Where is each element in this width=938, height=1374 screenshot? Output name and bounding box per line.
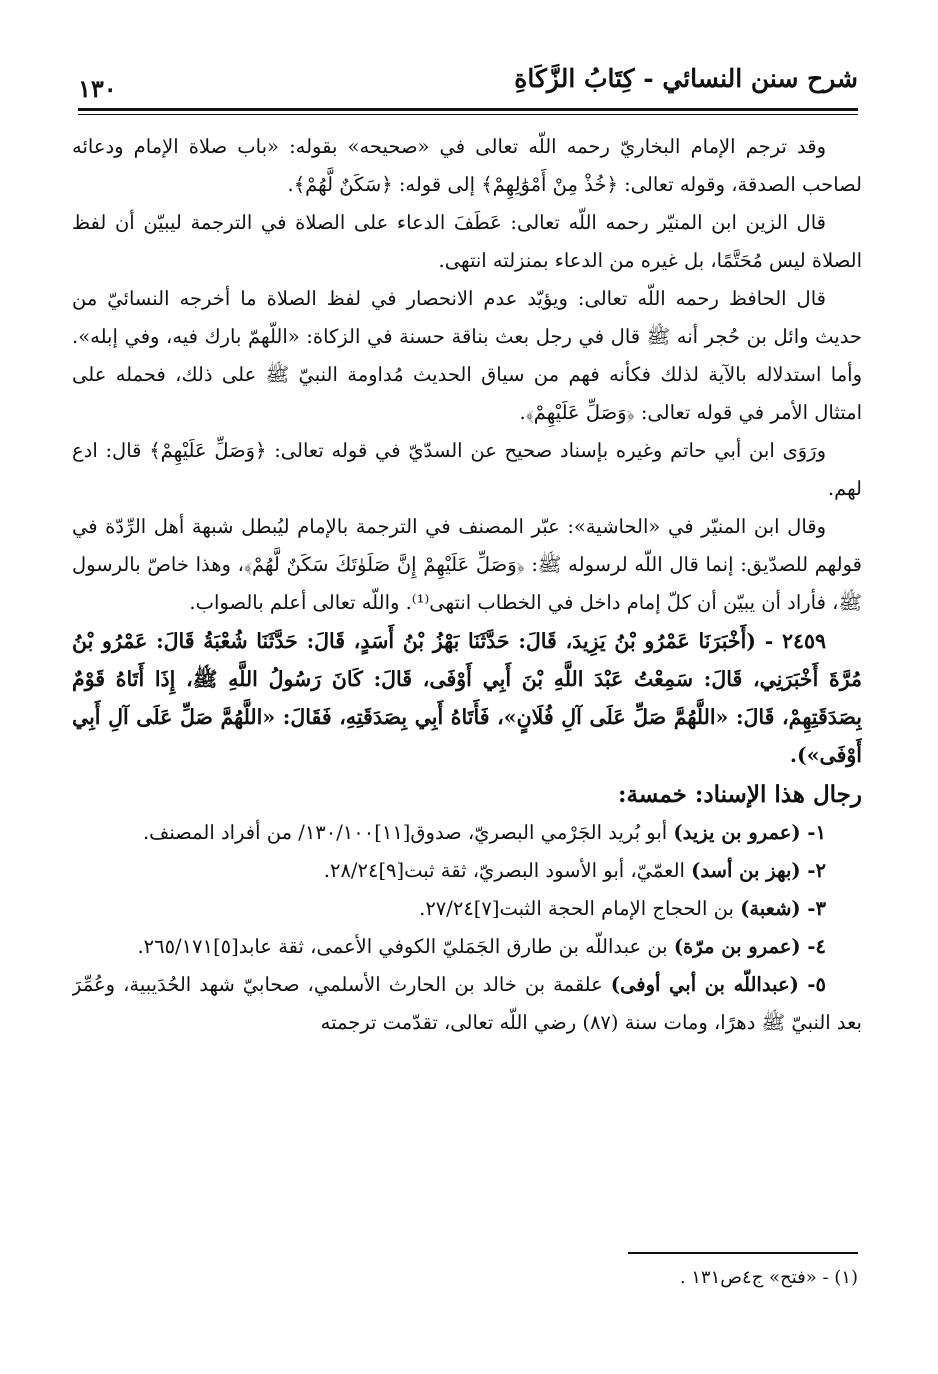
footnote-rule — [628, 1252, 858, 1254]
section-heading: رجال هذا الإسناد: خمسة: — [618, 781, 862, 808]
narrator-name: ٢- (بهز بن أسد) — [691, 859, 826, 882]
page-number: ١٣٠ — [78, 74, 117, 103]
narrator-entry — [72, 852, 862, 890]
narrator-text: العمّيّ، أبو الأسود البصريّ، ثقة ثبت[٩]٢٨/٢٤. — [323, 859, 692, 882]
paragraph: ورَوَى ابن أبي حاتم وغيره بإسناد صحيح عن السدّيّ في قوله تعالى: ﴿وَصَلِّ عَلَيْهِمْ﴾ قال: ادع لهم. — [72, 439, 862, 500]
paragraph: وقال ابن المنيّر في «الحاشية»: عبّر المصنف في الترجمة بالإمام ليُبطل شبهة أهل الرِّدّة في قولهم للصدّيق: إنما قال اللّه لرسوله ﷺ: ﴿وَصَلِّ عَلَيْهِمْ إِنَّ صَلَوٰتَكَ سَكَنٌ لَّهُمْ﴾، وهذا خاصّ بالرسول ﷺ، فأراد أن يبيّن أن كلّ إمام داخل في الخطاب انتهى⁽¹⁾. واللّه تعالى أعلم بالصواب. — [72, 515, 862, 614]
paragraph: وقد ترجم الإمام البخاريّ رحمه اللّه تعالى في «صحيحه» بقوله: «باب صلاة الإمام ودعائه لصاحب الصدقة، وقوله تعالى: ﴿خُذْ مِنْ أَمْوَٰلِهِمْ﴾ إلى قوله: ﴿سَكَنٌ لَّهُمْ﴾. — [72, 135, 862, 196]
header-rule — [78, 108, 858, 111]
narrator-text: علقمة بن خالد بن الحارث الأسلمي، صحابيّ شهد الحُدَيبية، وعُمِّرَ بعد النبيّ ﷺ دهرًا، ومات سنة (٨٧) رضي اللّه تعالى، تقدّمت ترجمته — [72, 973, 862, 1034]
hadith-text: ٢٤٥٩ - (أَخْبَرَنَا عَمْرُو بْنُ يَزِيدَ، قَالَ: حَدَّثَنَا بَهْزُ بْنُ أَسَدٍ، قَالَ: حَدَّثَنَا شُعْبَةُ قَالَ: عَمْرُو بْنُ مُرَّةَ أَخْبَرَنِي، قَالَ: سَمِعْتُ عَبْدَ اللَّهِ بْنَ أَبِي أَوْفَى، قَالَ: كَانَ رَسُولُ اللَّهِ ﷺ، إِذَا أَتَاهُ قَوْمٌ بِصَدَقَتِهِمْ، قَالَ: «اللَّهُمَّ صَلِّ عَلَى آلِ فُلَانٍ»، فَأَتَاهُ أَبِي بِصَدَقَتِهِ، فَقَالَ: «اللَّهُمَّ صَلِّ عَلَى آلِ أَبِي أَوْفَى»). — [72, 629, 862, 767]
narrator-entry — [72, 814, 862, 852]
paragraph: قال الزين ابن المنيّر رحمه اللّه تعالى: عَطَفَ الدعاء على الصلاة في الترجمة ليبيّن أن لفظ الصلاة ليس مُحَتَّمًا، بل غيره من الدعاء بمنزلته انتهى. — [72, 211, 862, 272]
narrator-entry — [72, 890, 862, 928]
narrator-name: ٥- (عبداللّه بن أبي أوفى) — [610, 973, 826, 996]
narrator-text: أبو بُريد الجَرْمي البصريّ، صدوق[١١]١٣٠/١٠٠/ من أفراد المصنف. — [142, 821, 674, 844]
footnote: (١) - «فتح» ج٤ص١٣١ . — [679, 1267, 858, 1288]
narrator-name: ٣- (شعبة) — [740, 897, 826, 920]
narrator-entry — [72, 928, 862, 966]
paragraph: قال الحافظ رحمه اللّه تعالى: ويؤيّد عدم الانحصار في لفظ الصلاة ما أخرجه النسائيّ من حديث وائل بن حُجر أنه ﷺ قال في رجل بعث بناقة حسنة في الزكاة: «اللّهمّ بارك فيه، وفي إبله». وأما استدلاله بالآية لذلك فكأنه فهم من سياق الحديث مُداومة النبيّ ﷺ على ذلك، فحمله على امتثال الأمر في قوله تعالى: ﴿وَصَلِّ عَلَيْهِمْ﴾. — [72, 287, 862, 424]
page-body — [72, 128, 862, 1238]
narrator-entry — [72, 966, 862, 1042]
narrator-name: ١- (عمرو بن يزيد) — [673, 821, 826, 844]
running-title: شرح سنن النسائي - كِتَابُ الزَّكَاةِ — [514, 64, 858, 93]
page-header — [78, 60, 858, 110]
header-rule-thin — [78, 114, 858, 115]
narrator-name: ٤- (عمرو بن مرّة) — [673, 935, 826, 958]
narrator-text: بن عبداللّه بن طارق الجَمَليّ الكوفي الأعمى، ثقة عابد[٥]٢٦٥/١٧١. — [137, 935, 674, 958]
narrator-text: بن الحجاج الإمام الحجة الثبت[٧]٢٧/٢٤. — [419, 897, 741, 920]
